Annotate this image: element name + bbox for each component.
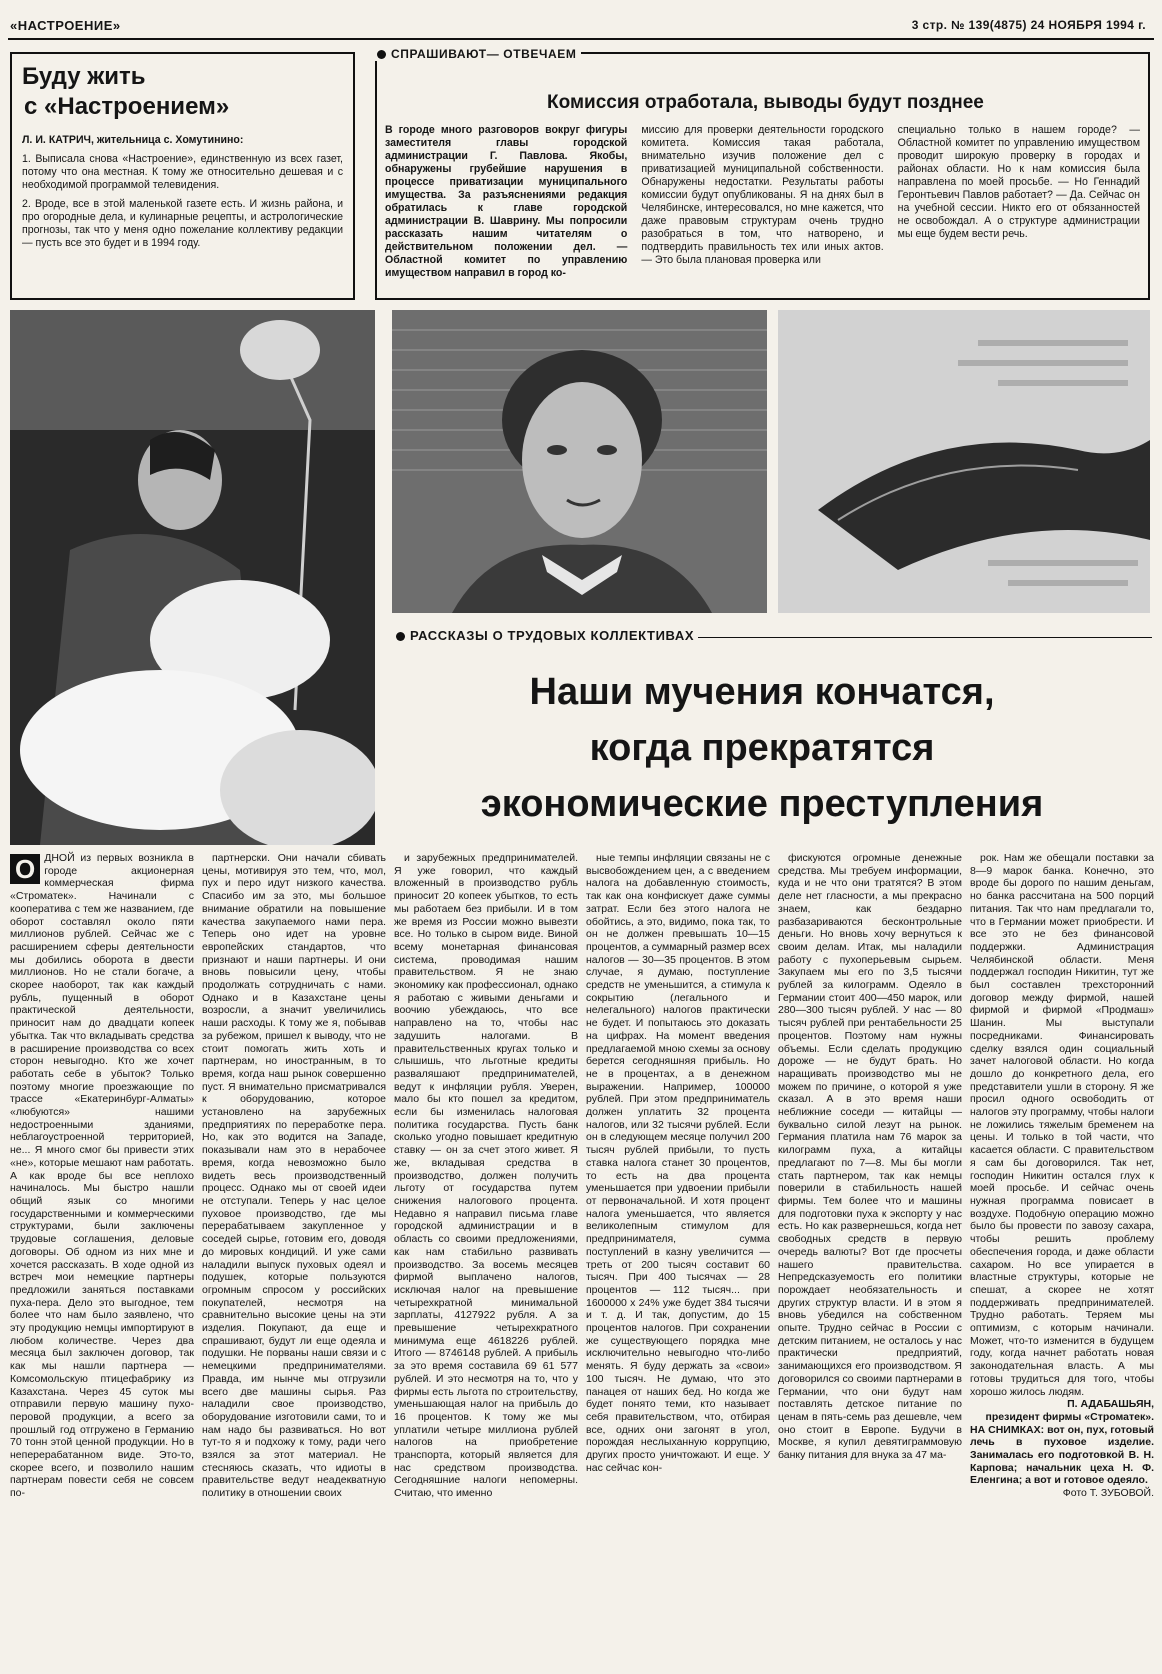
dot-icon: [396, 632, 405, 641]
article-column-text: рок. Нам же обещали поставки за 8—9 марок банка. Конечно, это вроде бы дорого по нашим деньгам, но банка рассчитана на 500 порций питания. Так что нам предлагали то, что в Германии может приобрести. И все это не без финансовой поддержки. Администрация Челябинской области. Меня поддержал господин Никитин, тут же был составлен трехсторонний договор между фирмой, нашей фирмой и фирмой «Продмаш» Шанин. Мы выступали посредниками. Финансировать сделку взялся один социальный зачет налоговой области. Но когда дошло до конкретного дела, его представители ушли в сторону. Я же просил одного освободить от налогов эту программу, чтобы налоги не ложились тяжелым бременем на цены. И только в той части, что касается области. С правительством я сам бы договорился. Так нет, господин Никитин остался глух к моей просьбе. И сейчас очень нужная программа повисает в воздухе. Подобную операцию можно было бы провести по завозу сахара, чтобы решить проблему обеспечения города, и даже области сахаром. Но все упирается в властные структуры, которые не спешат, а скорее не хотят поддерживать предпринимателей. Трудно работать. Теряем мы оптимизм, с которым начинали. Может, что-то изменится в будущем году, когда начнет работать новая законодательная власть. А мы готовы трудиться для того, чтобы хорошо жилось людям.: [970, 852, 1154, 1398]
article-column: [10, 852, 194, 1500]
letter-box: [10, 52, 355, 300]
signature-role: президент фирмы «Строматек».: [985, 1410, 1154, 1423]
photo-blanket: [778, 310, 1150, 613]
letter-author: Л. И. КАТРИЧ, жительница с. Хомутинино:: [22, 134, 244, 146]
photo-credit: Фото Т. ЗУБОВОЙ.: [1062, 1487, 1154, 1500]
feature-article: [10, 852, 1154, 1500]
header-rule: [8, 38, 1154, 40]
caption-label: НА СНИМКАХ:: [970, 1423, 1045, 1436]
article-column-text: ные темпы инфляции связаны не с высвобождением цен, а с введением налога на добавленную стоимость, так как она конфискует даже суммы затрат. Если без этого налога не обойтись, а это, видимо, пока так, то он не должен превышать 10—15 процентов, а суммарный размер всех налогов — 30—35 процентов. В этом случае, я думаю, поступление средств не уменьшится, а стимула к сокрытию (легального и нелегального) налогов практически не будет. И попытаюсь это доказать на цифрах. На момент введения предлагаемой мною схемы за основу берется сегодняшняя прибыль. Но не в процентах, а в денежном выражении. Например, 100000 рублей. При этом предприниматель должен уплатить 32 процента налогов, или 32 тысячи рублей. Если он в следующем месяце получил 200 тысяч рублей прибыли, то пусть ставка налога станет 30 процентов, то есть на два процента уменьшается при удвоении прибыли от первоначальной. И хотя процент налога уменьшается, что является великолепным стимулом для предпринимателя, сумма поступлений в казну увеличится — треть от 200 тысяч составит 60 тысяч. При 400 тысячах — 28 процентов — 112 тысяч... при 1600000 х 24% уже будет 384 тысячи и т. д. И так, допустим, до 15 процентов налогов. При сохранении же существующего порядка мне исключительно невыгодно что-либо менять. Я буду держать за «свои» 100 тысяч. Не думаю, что это панацея от наших бед. Но когда же будет понято теми, кто называет себя правительством, что, отбирая все, одних они загонят в угол, порождая неслыханную коррупцию, других просто уничтожают. И еще. У нас сейчас кон-: [586, 852, 770, 1474]
article-column-text: и зарубежных предпринимателей. Я уже говорил, что каждый вложенный в производство рубль приносит 20 копеек убытков, то есть мы работаем без прибыли. И в том же время из России можно вывезти все. Но только в сыром виде. Виной всему монетарная финансовая система, проводимая нашим правительством. Я не знаю экономику как профессионал, однако я работаю с живыми деньгами и воочию убеждаюсь, что все направлено на то, чтобы нас задушить налогами. В правительственных кругах только и слышишь, что льготные кредиты разваляшают предпринимателей, ведут к инфляции рубля. Уверен, мало бы кто пошел за кредитом, если бы изменилась налоговая политика государства. Пусть банк сколько угодно повышает кредитную ставку — он за счет этого живет. Я же, вкладывая средства в производство, должен получить льготу от государства путем снижения налогового процента. Недавно я направил письма главе городской администрации и в область со своими предложениями, как нам стабильно развивать производство. За восемь месяцев фирмой выплачено налогов, исключая налог на превышение четырехкратной минимальной зарплаты, 4127922 рубля. А за превышение четырехкратного минимума еще 4618226 рублей. Итого — 8746148 рублей. А прибыль за это время составила 69 61 577 рублей. И это несмотря на то, что у фирмы есть льгота по строительству, уменьшающая налог на прибыль до 16 процентов. К тому же мы уплатили четыре миллиона рублей налогов на приобретение транспорта, который является для нас средством производства. Сегодняшние налоги непомерны. Считаю, что именно: [394, 852, 578, 1500]
letter-title-line2: с «Настроением»: [24, 93, 230, 120]
worker-photo-image: [10, 310, 375, 845]
qa-headline: Комиссия отработала, выводы будут позднее: [547, 92, 984, 113]
photo-worker-with-down: [10, 310, 375, 845]
article-column-text: фискуются огромные денежные средства. Мы требуем информации, куда и не что они тратятся? В этом деле нет гласности, а мы прекрасно знаем, как бездарно разбазариваются бесконтрольные деньги. Но вновь хочу вернуться к своим делам. Итак, мы наладили работу с пухоперьевым сырьем. Закупаем мы его по 3,5 тысячи рублей за килограмм. Одеяло в Германии стоит 400—450 марок, или 280—300 тысяч рублей. У нас — 80 тысяч рублей при рентабельности 25 процентов. Поэтому нам нужны объемы. Если сделать продукцию дороже — не будут брать. Но наращивать производство мы не можем по причине, о которой я уже сказал. А в это время наши неближние соседи — китайцы — буквально силой лезут на рынок. Германия платила нам 76 марок за килограмм пуха, а китайцы предлагают по 7—8. Мы бы могли стать партнером, так как немцы поверили в стабильность нашей фирмы. Тем более что и машины для подготовки пуха к экспорту у нас есть. Но как развернешься, когда нет свободных средств в первую очередь валюты? Вот где просчеты нашего правительства. Непредсказуемость его политики порождает необязательность и других структур власти. И в этом я вновь убедился на собственном опыте. Трудно сейчас в России с детским питанием, не осталось у нас практически предприятий, занимающихся его производством. Я договорился со своими партнерами в Германии, что они будут нам поставлять детское питание по ценам в пять-семь раз дешевле, чем оно стоит в Европе. Будучи в Москве, я купил девятиграммовую банку питания для внука за 47 ма-: [778, 852, 962, 1462]
photo-caption: [970, 1424, 1154, 1488]
article-column: [778, 852, 962, 1500]
drop-cap: О: [10, 854, 40, 884]
qa-column: В городе много разговоров вокруг фигуры заместителя главы городской администрации Г. Павлова. Якобы, обнаружены грубейшие нарушения в процессе приватизации муниципального имущества. За разъяснениями редакция обратилась к главе городской администрации В. Шаврину. Мы попросили рассказать нашим читателям о действительном положении дел. — Областной комитет по управлению имуществом направил в город ко-: [385, 124, 628, 279]
dot-icon: [377, 50, 386, 59]
qa-rubric: [373, 47, 581, 61]
article-column: [970, 852, 1154, 1500]
section-title: «НАСТРОЕНИЕ»: [10, 18, 121, 33]
feature-rubric-text: РАССКАЗЫ О ТРУДОВЫХ КОЛЛЕКТИВАХ: [410, 628, 695, 643]
signature-name: П. АДАБАШЬЯН,: [1067, 1398, 1154, 1411]
article-column-text: ДНОЙ из первых возникла в городе акционерная коммерческая фирма «Строматек». Начинали с кооператива с тем же названием, где оборот составлял около пяти миллионов рублей. Сейчас же с расширением сферы деятельности мы добились оборота в двести миллионов. Но не стали богаче, а скорее наоборот, так как каждый рубль, пущенный в оборот практической деятельности, приносит нам до двадцати копеек убытка. Так что вкладывать средства в расширение производства со всех сторон невыгодно. Кто же хочет работать себе в убыток? Только поэтому многие проезжающие по трассе «Екатеринбург-Алматы» «любуются» нашими недостроенными зданиями, неблагоустроенной территорией, не... Я много смог бы привести этих «не», которые мешают нам работать. А как вроде бы все неплохо начиналось. Мы быстро нашли общий язык со многими государственными и коммерческими структурами, были заключены трудовые соглашения, деловые договоры. Об одном из них мне и хочется рассказать. В ходе одной из встреч мои немецкие партнеры предложили заняться поставками пуха-пера. Дело это выгодное, тем более что нам было заявлено, что эту продукцию немцы импортируют в любом количестве. Через два месяца был заключен договор, так как мы нашли партнера — Комсомольскую птицефабрику из Казахстана. Через 45 суток мы отправили первую машину пухо-перовой продукции, а всего за прошлый год отгружено в Германию 70 тонн этой ценной продукции. Но в неперерабатанном виде. Это-то, скорее всего, и позволило нашим партнерам повести себя не совсем по-: [10, 852, 194, 1500]
letter-title-line1: Буду жить: [22, 63, 146, 90]
portrait-photo-image: [392, 310, 767, 613]
headline-line3: экономические преступления: [480, 783, 1044, 825]
feature-rubric: [392, 628, 698, 643]
qa-rubric-wrap: [373, 45, 581, 63]
letter-body: [22, 134, 343, 250]
letter-paragraph: 2. Вроде, все в этой маленькой газете есть. И жизнь района, и про огородные дела, и кулинарные рецепты, и астрологические прогнозы, так что у меня одно пожелание коллективу редакции — пусть все это будет и в 1994 году.: [22, 198, 343, 249]
qa-columns: [385, 124, 1140, 280]
headline-line2: когда прекратятся: [589, 727, 935, 769]
issue-line: 3 стр. № 139(4875) 24 НОЯБРЯ 1994 г.: [911, 18, 1146, 32]
qa-column: миссию для проверки деятельности городского комитета. Комиссия такая работала, внимательно изучив положение дел с приватизацией муниципальной собственности. Обнаружены недостатки. Результаты работы комиссии будут опубликованы. Я на днях был в Челябинске, интересовался, но мне кажется, что даже правовым структурам очень трудно разобраться в том, что натворено, и подтвердить правильность тех или иных актов. — Это была плановая проверка или: [641, 124, 884, 266]
feature-headline: [392, 664, 1132, 832]
qa-box: [375, 47, 1150, 300]
blanket-photo-image: [778, 310, 1150, 613]
article-column: [394, 852, 578, 1500]
caption-text: вот он, пух, готовый лечь в пуховое изделие. Занималась его подготовкой В. Н. Карпова; начальник цеха Н. Ф. Еленгина; а вот и готовое одеяло.: [970, 1423, 1154, 1487]
headline-line1: Наши мучения кончатся,: [529, 671, 995, 713]
qa-rubric-text: СПРАШИВАЮТ— ОТВЕЧАЕМ: [391, 47, 577, 61]
photo-portrait: [392, 310, 767, 613]
article-column-text: партнерски. Они начали сбивать цены, мотивируя это тем, что, мол, пух и перо идут низкого качества. Спасибо им за это, мы большое внимание обратили на повышение качества закупаемого нами пера. Теперь оно идет на уровне европейских стандартов, что признают и наши партнеры. И они вновь повысили цену, чтобы продолжать сотрудничать с нами. Однако и в Казахстане цены возросли, а значит увеличились наши расходы. К тому же я, побывав за рубежом, пришел к выводу, что не стоит помогать жить хоть и партнерам, но иностранным, в то время, когда наш рынок совершенно пуст. Я внимательно присматривался к оборудованию, которое установлено на зарубежных предприятиях по переработке пера. Но, как это водится на Западе, показывали нам это в нерабочее время, когда невозможно было видеть весь производственный процесс. Однако мы от своей идеи не отступали. Теперь у нас целое пуховое производство, где мы перерабатываем закупленное у соседей сырье, готовим его, доводя до мировых кондиций. И уже сами наладили выпуск пуховых одеял и подушек, которые пользуются огромным спросом у российских покупателей, несмотря на сравнительно высокие цены на эти изделия. Покупают, да еще и спрашивают, будут ли еще одеяла и подушки. Не порваны наши связи и с немецкими предпринимателями. Правда, им нынче мы отгрузили всего две машины сырья. Раз наладили свое производство, оборудование изготовили сами, то и нам надо бы развиваться. Но вот тут-то я и подхожу к тому, ради чего взялся за этот материал. Не стесняюсь сказать, что идиоты в правительстве ведут неадекватную политику в отношении своих: [202, 852, 386, 1500]
letter-paragraph: 1. Выписала снова «Настроение», единственную из всех газет, потому что она местная. К тому же относительно дешевая и с необходимой программой телевидения.: [22, 153, 343, 191]
qa-column: специально только в нашем городе? — Областной комитет по управлению имуществом проводит широкую проверку в городах и районах области. Но к нам комиссия была направлена по моей просьбе. — Но Геннадий Геронтьевич Павлов работает? — Да. Сейчас он на учебной сессии. Никто его от обязанностей не освобождал. А о структуре администрации мы еще будем вести речь.: [897, 124, 1140, 240]
article-column: [586, 852, 770, 1500]
article-column: [202, 852, 386, 1500]
